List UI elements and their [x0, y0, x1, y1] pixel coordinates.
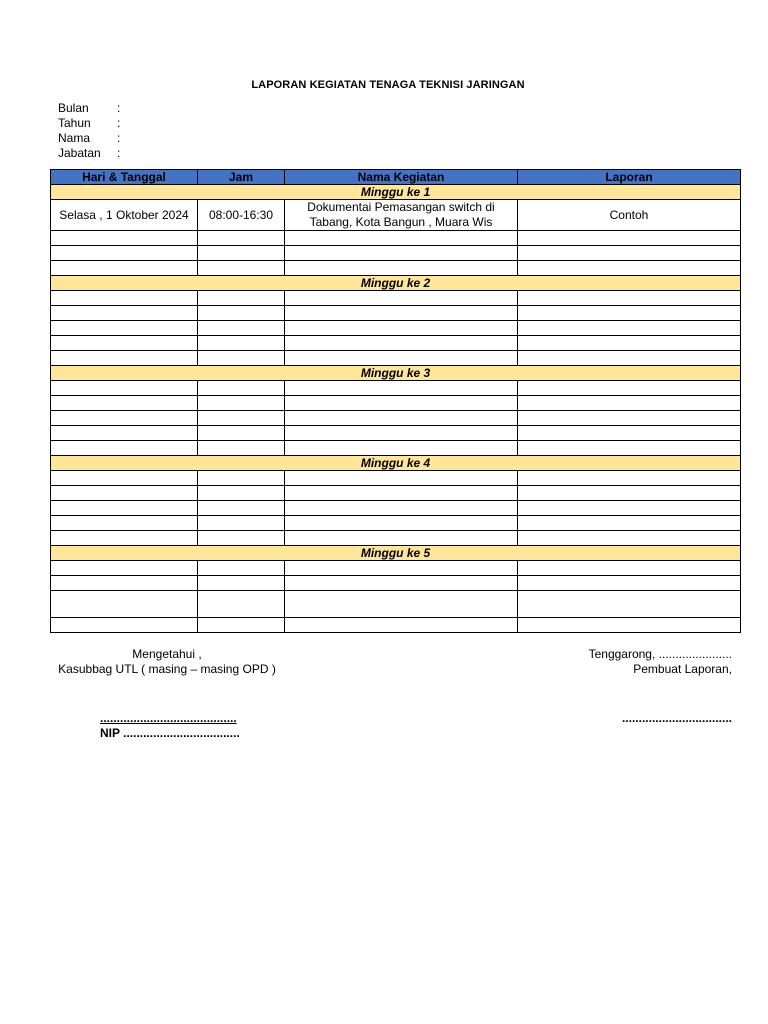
cell-date[interactable] — [51, 516, 198, 531]
meta-colon: : — [117, 146, 121, 160]
meta-label: Bulan — [58, 101, 89, 115]
cell-activity[interactable] — [285, 531, 518, 546]
cell-time[interactable] — [198, 246, 285, 261]
signature-author — [589, 647, 732, 677]
meta-label: Nama — [58, 131, 91, 145]
cell-date[interactable] — [51, 411, 198, 426]
table-row — [51, 561, 741, 576]
cell-activity[interactable] — [285, 306, 518, 321]
cell-date[interactable] — [51, 261, 198, 276]
table-row — [51, 351, 741, 366]
cell-time[interactable] — [198, 618, 285, 633]
report-meta — [58, 101, 127, 161]
header-laporan: Laporan — [518, 170, 741, 185]
cell-report[interactable] — [518, 531, 741, 546]
table-row — [51, 501, 741, 516]
cell-report[interactable] — [518, 618, 741, 633]
cell-report[interactable] — [518, 381, 741, 396]
cell-report[interactable]: Contoh — [518, 200, 741, 231]
cell-time[interactable] — [198, 306, 285, 321]
cell-date[interactable]: Selasa , 1 Oktober 2024 — [51, 200, 198, 231]
cell-report[interactable] — [518, 351, 741, 366]
week-label: Minggu ke 2 — [51, 276, 741, 291]
cell-activity[interactable] — [285, 516, 518, 531]
cell-activity[interactable]: Dokumentai Pemasangan switch di Tabang, Kota Bangun , Muara Wis — [285, 200, 518, 231]
cell-report[interactable] — [518, 291, 741, 306]
cell-activity[interactable] — [285, 381, 518, 396]
meta-label: Jabatan — [58, 146, 101, 160]
cell-report[interactable] — [518, 501, 741, 516]
cell-report[interactable] — [518, 516, 741, 531]
cell-date[interactable] — [51, 426, 198, 441]
cell-activity[interactable] — [285, 351, 518, 366]
meta-colon: : — [117, 131, 121, 145]
cell-time[interactable] — [198, 396, 285, 411]
approver-title: Kasubbag UTL ( masing – masing OPD ) — [58, 662, 276, 676]
table-row — [51, 486, 741, 501]
place-date-line: Tenggarong, ...................... — [588, 647, 732, 661]
cell-time[interactable] — [198, 321, 285, 336]
cell-time[interactable] — [198, 576, 285, 591]
table-row — [51, 231, 741, 246]
cell-date[interactable] — [51, 321, 198, 336]
meta-row-bulan — [58, 101, 127, 116]
table-row — [51, 441, 741, 456]
meta-colon: : — [117, 101, 121, 115]
cell-time[interactable] — [198, 441, 285, 456]
meta-row-tahun — [58, 116, 127, 131]
cell-activity[interactable] — [285, 561, 518, 576]
week-header-row — [51, 546, 741, 561]
cell-activity[interactable] — [285, 576, 518, 591]
cell-activity[interactable] — [285, 501, 518, 516]
cell-date[interactable] — [51, 441, 198, 456]
meta-row-nama — [58, 131, 127, 146]
table-row — [51, 576, 741, 591]
meta-row-jabatan — [58, 146, 127, 161]
table-row — [51, 618, 741, 633]
cell-report[interactable] — [518, 561, 741, 576]
cell-time[interactable] — [198, 351, 285, 366]
cell-report[interactable] — [518, 261, 741, 276]
cell-time[interactable] — [198, 291, 285, 306]
cell-date[interactable] — [51, 471, 198, 486]
cell-time[interactable] — [198, 561, 285, 576]
cell-activity[interactable] — [285, 261, 518, 276]
cell-time[interactable] — [198, 471, 285, 486]
cell-date[interactable] — [51, 396, 198, 411]
cell-date[interactable] — [51, 486, 198, 501]
cell-report[interactable] — [518, 336, 741, 351]
table-row — [51, 516, 741, 531]
cell-activity[interactable] — [285, 618, 518, 633]
cell-report[interactable] — [518, 426, 741, 441]
cell-date[interactable] — [51, 246, 198, 261]
cell-date[interactable] — [51, 381, 198, 396]
cell-activity[interactable] — [285, 441, 518, 456]
cell-date[interactable] — [51, 618, 198, 633]
week-label: Minggu ke 5 — [51, 546, 741, 561]
cell-activity[interactable] — [285, 411, 518, 426]
header-jam: Jam — [198, 170, 285, 185]
table-row — [51, 306, 741, 321]
cell-report[interactable] — [518, 591, 741, 618]
cell-time[interactable]: 08:00-16:30 — [198, 200, 285, 231]
cell-activity[interactable] — [285, 396, 518, 411]
cell-time[interactable] — [198, 591, 285, 618]
cell-date[interactable] — [51, 576, 198, 591]
week-label: Minggu ke 1 — [51, 185, 741, 200]
cell-report[interactable] — [518, 411, 741, 426]
cell-date[interactable] — [51, 306, 198, 321]
cell-report[interactable] — [518, 486, 741, 501]
table-row — [51, 261, 741, 276]
cell-report[interactable] — [518, 321, 741, 336]
signature-approver — [50, 647, 284, 677]
cell-activity[interactable] — [285, 591, 518, 618]
approver-name-block — [100, 711, 240, 741]
cell-date[interactable] — [51, 336, 198, 351]
page-title: LAPORAN KEGIATAN TENAGA TEKNISI JARINGAN — [251, 79, 525, 91]
week-header-row — [51, 276, 741, 291]
cell-activity[interactable] — [285, 486, 518, 501]
cell-report[interactable] — [518, 576, 741, 591]
approver-name-line: ......................................... — [100, 711, 237, 725]
table-row — [51, 591, 741, 618]
cell-time[interactable] — [198, 426, 285, 441]
table-row — [51, 471, 741, 486]
cell-time[interactable] — [198, 531, 285, 546]
approver-label: Mengetahui , — [132, 647, 202, 661]
table-row — [51, 381, 741, 396]
cell-activity[interactable] — [285, 291, 518, 306]
week-header-row — [51, 456, 741, 471]
cell-time[interactable] — [198, 231, 285, 246]
week-header-row — [51, 185, 741, 200]
cell-activity[interactable] — [285, 426, 518, 441]
cell-date[interactable] — [51, 531, 198, 546]
cell-report[interactable] — [518, 306, 741, 321]
cell-time[interactable] — [198, 381, 285, 396]
cell-time[interactable] — [198, 336, 285, 351]
cell-date[interactable] — [51, 351, 198, 366]
table-row — [51, 336, 741, 351]
author-name-line: ................................. — [621, 711, 732, 725]
table-row — [51, 411, 741, 426]
cell-activity[interactable] — [285, 321, 518, 336]
cell-activity[interactable] — [285, 246, 518, 261]
cell-report[interactable] — [518, 471, 741, 486]
cell-time[interactable] — [198, 516, 285, 531]
meta-colon: : — [117, 116, 121, 130]
table-row — [51, 321, 741, 336]
table-header-row — [51, 170, 741, 185]
table-row — [51, 291, 741, 306]
header-nama-kegiatan: Nama Kegiatan — [285, 170, 518, 185]
cell-activity[interactable] — [285, 336, 518, 351]
cell-date[interactable] — [51, 291, 198, 306]
table-row — [51, 531, 741, 546]
table-row — [51, 396, 741, 411]
week-label: Minggu ke 4 — [51, 456, 741, 471]
cell-date[interactable] — [51, 501, 198, 516]
meta-label: Tahun — [58, 116, 91, 130]
author-title: Pembuat Laporan, — [633, 662, 732, 676]
cell-time[interactable] — [198, 501, 285, 516]
week-header-row — [51, 366, 741, 381]
week-label: Minggu ke 3 — [51, 366, 741, 381]
table-row — [51, 246, 741, 261]
cell-activity[interactable] — [285, 231, 518, 246]
approver-nip-line: NIP ................................... — [100, 726, 240, 740]
cell-report[interactable] — [518, 441, 741, 456]
cell-date[interactable] — [51, 231, 198, 246]
cell-report[interactable] — [518, 246, 741, 261]
cell-activity[interactable] — [285, 471, 518, 486]
header-hari-tanggal: Hari & Tanggal — [51, 170, 198, 185]
table-row — [51, 200, 741, 231]
cell-time[interactable] — [198, 486, 285, 501]
cell-date[interactable] — [51, 561, 198, 576]
cell-time[interactable] — [198, 411, 285, 426]
cell-report[interactable] — [518, 396, 741, 411]
cell-date[interactable] — [51, 591, 198, 618]
table-row — [51, 426, 741, 441]
cell-report[interactable] — [518, 231, 741, 246]
cell-time[interactable] — [198, 261, 285, 276]
activity-table — [50, 169, 741, 633]
